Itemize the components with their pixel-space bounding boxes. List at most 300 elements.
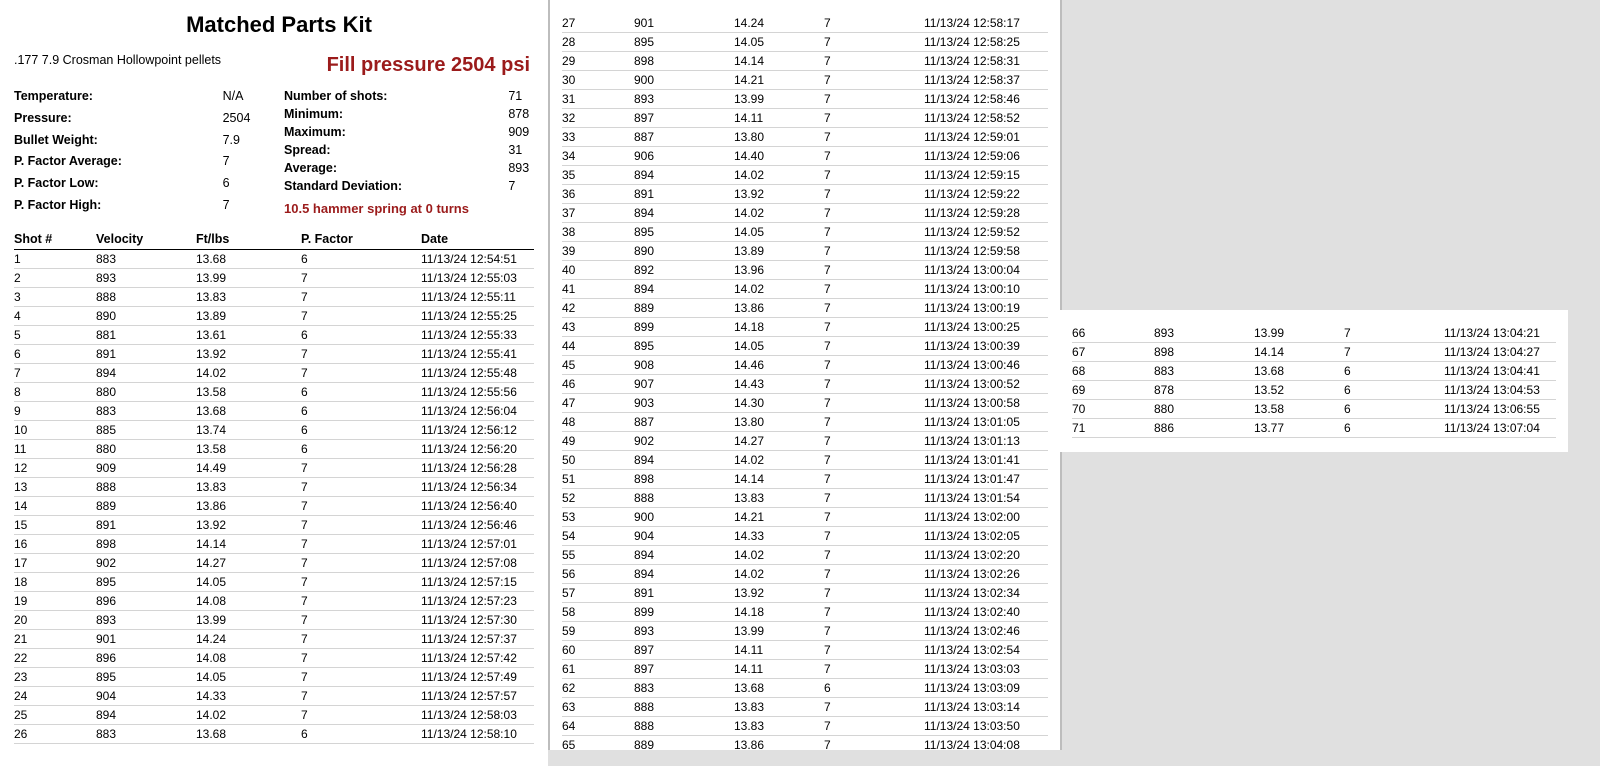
cell-velocity: 895 xyxy=(634,33,734,52)
cell-date: 11/13/24 13:02:46 xyxy=(924,622,1048,641)
cell-ftlbs: 13.68 xyxy=(1254,362,1344,381)
stat-value: 2504 xyxy=(222,110,251,125)
cell-ftlbs: 13.99 xyxy=(1254,324,1344,343)
cell-date: 11/13/24 12:56:28 xyxy=(421,459,534,478)
cell-velocity: 887 xyxy=(634,128,734,147)
stat-label: Temperature: xyxy=(14,89,93,103)
stat-row xyxy=(284,177,534,195)
cell-shot: 30 xyxy=(562,71,634,90)
table-row xyxy=(14,459,534,478)
cell-pfactor: 7 xyxy=(824,470,924,489)
cell-shot: 38 xyxy=(562,223,634,242)
cell-ftlbs: 14.11 xyxy=(734,660,824,679)
cell-velocity: 888 xyxy=(96,478,196,497)
cell-pfactor: 7 xyxy=(824,508,924,527)
cell-shot: 63 xyxy=(562,698,634,717)
cell-ftlbs: 14.11 xyxy=(734,641,824,660)
table-row xyxy=(14,497,534,516)
cell-date: 11/13/24 13:04:27 xyxy=(1444,343,1556,362)
cell-pfactor: 7 xyxy=(824,489,924,508)
cell-pfactor: 7 xyxy=(301,516,421,535)
cell-ftlbs: 13.52 xyxy=(1254,381,1344,400)
cell-date: 11/13/24 13:00:46 xyxy=(924,356,1048,375)
cell-velocity: 895 xyxy=(96,573,196,592)
cell-date: 11/13/24 12:59:06 xyxy=(924,147,1048,166)
stat-row xyxy=(14,109,284,131)
cell-velocity: 880 xyxy=(96,440,196,459)
cell-shot: 11 xyxy=(14,440,96,459)
cell-ftlbs: 14.05 xyxy=(196,668,301,687)
stat-label: Average: xyxy=(284,161,338,175)
cell-velocity: 901 xyxy=(634,14,734,33)
table-row xyxy=(14,307,534,326)
cell-shot: 31 xyxy=(562,90,634,109)
cell-velocity: 888 xyxy=(634,698,734,717)
cell-ftlbs: 14.21 xyxy=(734,508,824,527)
cell-ftlbs: 13.99 xyxy=(734,622,824,641)
cell-ftlbs: 13.89 xyxy=(196,307,301,326)
cell-date: 11/13/24 12:58:17 xyxy=(924,14,1048,33)
cell-pfactor: 7 xyxy=(824,52,924,71)
cell-ftlbs: 14.11 xyxy=(734,109,824,128)
shots-table-part-2 xyxy=(562,14,1048,750)
cell-ftlbs: 13.58 xyxy=(196,383,301,402)
cell-ftlbs: 14.05 xyxy=(196,573,301,592)
cell-date: 11/13/24 13:04:08 xyxy=(924,736,1048,751)
cell-ftlbs: 13.83 xyxy=(196,478,301,497)
table-row xyxy=(562,641,1048,660)
cell-velocity: 893 xyxy=(1154,324,1254,343)
cell-pfactor: 7 xyxy=(824,717,924,736)
cell-shot: 45 xyxy=(562,356,634,375)
table-row xyxy=(562,109,1048,128)
cell-pfactor: 7 xyxy=(824,242,924,261)
cell-velocity: 900 xyxy=(634,508,734,527)
cell-ftlbs: 13.92 xyxy=(734,584,824,603)
cell-pfactor: 7 xyxy=(824,147,924,166)
cell-pfactor: 7 xyxy=(824,14,924,33)
cell-pfactor: 7 xyxy=(824,280,924,299)
hammer-spring-note-row xyxy=(284,195,534,218)
cell-ftlbs: 14.18 xyxy=(734,603,824,622)
cell-ftlbs: 14.02 xyxy=(734,451,824,470)
cell-ftlbs: 14.08 xyxy=(196,592,301,611)
cell-date: 11/13/24 12:56:46 xyxy=(421,516,534,535)
table-row xyxy=(562,527,1048,546)
table-row xyxy=(14,687,534,706)
cell-velocity: 897 xyxy=(634,641,734,660)
cell-pfactor: 7 xyxy=(824,204,924,223)
cell-ftlbs: 13.68 xyxy=(734,679,824,698)
cell-pfactor: 7 xyxy=(301,459,421,478)
cell-shot: 50 xyxy=(562,451,634,470)
cell-shot: 19 xyxy=(14,592,96,611)
table-row xyxy=(562,451,1048,470)
cell-pfactor: 7 xyxy=(824,71,924,90)
cell-shot: 33 xyxy=(562,128,634,147)
stat-value: 909 xyxy=(508,125,530,139)
cell-ftlbs: 13.80 xyxy=(734,413,824,432)
stat-label: Number of shots: xyxy=(284,89,388,103)
cell-date: 11/13/24 13:00:19 xyxy=(924,299,1048,318)
cell-shot: 46 xyxy=(562,375,634,394)
column-header-date: Date xyxy=(421,230,534,250)
stat-value: 7 xyxy=(222,154,230,169)
cell-date: 11/13/24 12:55:11 xyxy=(421,288,534,307)
cell-shot: 43 xyxy=(562,318,634,337)
cell-shot: 40 xyxy=(562,261,634,280)
cell-shot: 60 xyxy=(562,641,634,660)
stat-label: P. Factor Low: xyxy=(14,176,99,191)
cell-shot: 3 xyxy=(14,288,96,307)
cell-date: 11/13/24 12:58:10 xyxy=(421,725,534,744)
summary-stats-left xyxy=(14,87,284,218)
cell-date: 11/13/24 12:55:41 xyxy=(421,345,534,364)
cell-pfactor: 7 xyxy=(301,687,421,706)
cell-ftlbs: 14.05 xyxy=(734,337,824,356)
table-row xyxy=(562,318,1048,337)
cell-ftlbs: 14.49 xyxy=(196,459,301,478)
summary-stats xyxy=(0,87,548,218)
cell-date: 11/13/24 13:00:52 xyxy=(924,375,1048,394)
cell-date: 11/13/24 12:57:42 xyxy=(421,649,534,668)
cell-date: 11/13/24 13:01:05 xyxy=(924,413,1048,432)
cell-pfactor: 6 xyxy=(301,421,421,440)
fill-pressure-heading: Fill pressure 2504 psi xyxy=(326,54,530,76)
table-row xyxy=(14,592,534,611)
cell-velocity: 893 xyxy=(96,611,196,630)
table-row xyxy=(14,725,534,744)
cell-ftlbs: 13.58 xyxy=(196,440,301,459)
cell-pfactor: 7 xyxy=(824,261,924,280)
cell-date: 11/13/24 12:55:48 xyxy=(421,364,534,383)
cell-shot: 2 xyxy=(14,269,96,288)
table-row xyxy=(562,128,1048,147)
cell-shot: 61 xyxy=(562,660,634,679)
cell-shot: 66 xyxy=(1072,324,1154,343)
report-page-2 xyxy=(548,0,1062,750)
table-row xyxy=(562,603,1048,622)
cell-velocity: 904 xyxy=(96,687,196,706)
cell-velocity: 891 xyxy=(634,185,734,204)
cell-ftlbs: 13.61 xyxy=(196,326,301,345)
table-row xyxy=(562,261,1048,280)
cell-ftlbs: 13.77 xyxy=(1254,419,1344,438)
cell-pfactor: 6 xyxy=(301,326,421,345)
cell-ftlbs: 14.14 xyxy=(734,470,824,489)
cell-pfactor: 7 xyxy=(301,535,421,554)
cell-shot: 34 xyxy=(562,147,634,166)
cell-ftlbs: 14.33 xyxy=(734,527,824,546)
cell-ftlbs: 13.92 xyxy=(196,516,301,535)
cell-velocity: 894 xyxy=(634,204,734,223)
shots-table-part-1 xyxy=(14,230,534,744)
cell-velocity: 881 xyxy=(96,326,196,345)
cell-shot: 42 xyxy=(562,299,634,318)
table-row xyxy=(562,584,1048,603)
cell-date: 11/13/24 12:56:20 xyxy=(421,440,534,459)
table-row xyxy=(562,71,1048,90)
cell-pfactor: 7 xyxy=(301,592,421,611)
cell-shot: 58 xyxy=(562,603,634,622)
cell-velocity: 889 xyxy=(96,497,196,516)
cell-ftlbs: 14.21 xyxy=(734,71,824,90)
cell-pfactor: 6 xyxy=(1344,419,1444,438)
stat-value: 31 xyxy=(508,143,523,157)
cell-velocity: 902 xyxy=(634,432,734,451)
cell-date: 11/13/24 12:57:49 xyxy=(421,668,534,687)
stat-label: Standard Deviation: xyxy=(284,179,403,193)
cell-velocity: 898 xyxy=(634,470,734,489)
stat-value: 71 xyxy=(508,89,523,103)
cell-shot: 6 xyxy=(14,345,96,364)
cell-velocity: 892 xyxy=(634,261,734,280)
cell-date: 11/13/24 12:54:51 xyxy=(421,250,534,269)
cell-pfactor: 7 xyxy=(824,375,924,394)
stat-value: 7 xyxy=(508,179,516,193)
table-row xyxy=(14,706,534,725)
cell-date: 11/13/24 12:56:40 xyxy=(421,497,534,516)
column-header-velocity: Velocity xyxy=(96,230,196,250)
table-row xyxy=(562,204,1048,223)
cell-pfactor: 6 xyxy=(301,402,421,421)
table-row xyxy=(14,440,534,459)
cell-shot: 5 xyxy=(14,326,96,345)
cell-ftlbs: 13.80 xyxy=(734,128,824,147)
column-header-shot: Shot # xyxy=(14,230,96,250)
cell-velocity: 898 xyxy=(634,52,734,71)
cell-date: 11/13/24 13:04:53 xyxy=(1444,381,1556,400)
cell-date: 11/13/24 13:02:05 xyxy=(924,527,1048,546)
table-row xyxy=(14,573,534,592)
cell-date: 11/13/24 12:57:08 xyxy=(421,554,534,573)
cell-date: 11/13/24 12:55:25 xyxy=(421,307,534,326)
pellet-description: .177 7.9 Crosman Hollowpoint pellets xyxy=(14,53,222,67)
cell-pfactor: 7 xyxy=(824,527,924,546)
cell-velocity: 878 xyxy=(1154,381,1254,400)
table-row xyxy=(14,421,534,440)
column-header-pfactor: P. Factor xyxy=(301,230,421,250)
cell-shot: 37 xyxy=(562,204,634,223)
cell-shot: 62 xyxy=(562,679,634,698)
cell-date: 11/13/24 13:00:25 xyxy=(924,318,1048,337)
cell-velocity: 888 xyxy=(96,288,196,307)
shots-tbody-1 xyxy=(14,250,534,744)
table-row xyxy=(562,698,1048,717)
cell-shot: 22 xyxy=(14,649,96,668)
cell-shot: 55 xyxy=(562,546,634,565)
cell-ftlbs: 14.02 xyxy=(734,565,824,584)
cell-date: 11/13/24 13:02:54 xyxy=(924,641,1048,660)
cell-date: 11/13/24 12:56:12 xyxy=(421,421,534,440)
table-row xyxy=(562,242,1048,261)
cell-date: 11/13/24 12:59:52 xyxy=(924,223,1048,242)
column-header-ftlbs: Ft/lbs xyxy=(196,230,301,250)
cell-shot: 56 xyxy=(562,565,634,584)
cell-shot: 7 xyxy=(14,364,96,383)
cell-shot: 70 xyxy=(1072,400,1154,419)
cell-date: 11/13/24 12:58:52 xyxy=(924,109,1048,128)
cell-date: 11/13/24 12:58:03 xyxy=(421,706,534,725)
table-row xyxy=(14,345,534,364)
cell-date: 11/13/24 12:57:37 xyxy=(421,630,534,649)
cell-shot: 9 xyxy=(14,402,96,421)
cell-pfactor: 7 xyxy=(301,649,421,668)
cell-pfactor: 7 xyxy=(824,356,924,375)
stat-label: P. Factor Average: xyxy=(14,154,122,169)
cell-shot: 16 xyxy=(14,535,96,554)
cell-pfactor: 7 xyxy=(824,128,924,147)
table-row xyxy=(562,90,1048,109)
cell-ftlbs: 14.14 xyxy=(734,52,824,71)
cell-velocity: 888 xyxy=(634,717,734,736)
cell-ftlbs: 14.05 xyxy=(734,223,824,242)
cell-date: 11/13/24 13:02:20 xyxy=(924,546,1048,565)
cell-velocity: 883 xyxy=(634,679,734,698)
table-row xyxy=(14,668,534,687)
table-row xyxy=(562,660,1048,679)
table-row xyxy=(562,337,1048,356)
cell-date: 11/13/24 12:57:15 xyxy=(421,573,534,592)
cell-date: 11/13/24 13:06:55 xyxy=(1444,400,1556,419)
cell-shot: 53 xyxy=(562,508,634,527)
cell-date: 11/13/24 12:55:03 xyxy=(421,269,534,288)
cell-ftlbs: 13.68 xyxy=(196,725,301,744)
cell-pfactor: 7 xyxy=(824,698,924,717)
cell-ftlbs: 14.27 xyxy=(196,554,301,573)
cell-ftlbs: 14.27 xyxy=(734,432,824,451)
cell-date: 11/13/24 12:57:01 xyxy=(421,535,534,554)
cell-ftlbs: 13.92 xyxy=(196,345,301,364)
cell-ftlbs: 14.14 xyxy=(1254,343,1344,362)
cell-velocity: 891 xyxy=(96,345,196,364)
cell-ftlbs: 13.83 xyxy=(734,698,824,717)
table-row xyxy=(562,565,1048,584)
table-row xyxy=(562,622,1048,641)
cell-ftlbs: 14.02 xyxy=(734,280,824,299)
cell-date: 11/13/24 12:59:22 xyxy=(924,185,1048,204)
cell-date: 11/13/24 13:01:13 xyxy=(924,432,1048,451)
cell-shot: 21 xyxy=(14,630,96,649)
stat-label: P. Factor High: xyxy=(14,198,102,213)
cell-velocity: 889 xyxy=(634,299,734,318)
cell-pfactor: 6 xyxy=(301,383,421,402)
table-row xyxy=(562,33,1048,52)
table-row xyxy=(14,383,534,402)
cell-pfactor: 7 xyxy=(824,185,924,204)
table-row xyxy=(562,717,1048,736)
cell-velocity: 899 xyxy=(634,318,734,337)
cell-shot: 18 xyxy=(14,573,96,592)
cell-ftlbs: 13.92 xyxy=(734,185,824,204)
cell-ftlbs: 13.96 xyxy=(734,261,824,280)
cell-velocity: 894 xyxy=(634,451,734,470)
cell-pfactor: 7 xyxy=(824,546,924,565)
cell-shot: 35 xyxy=(562,166,634,185)
cell-shot: 71 xyxy=(1072,419,1154,438)
cell-pfactor: 7 xyxy=(824,451,924,470)
cell-pfactor: 6 xyxy=(1344,381,1444,400)
cell-velocity: 907 xyxy=(634,375,734,394)
table-row xyxy=(562,394,1048,413)
cell-velocity: 891 xyxy=(96,516,196,535)
cell-shot: 14 xyxy=(14,497,96,516)
cell-date: 11/13/24 12:59:28 xyxy=(924,204,1048,223)
table-row xyxy=(1072,419,1556,438)
cell-pfactor: 7 xyxy=(301,630,421,649)
cell-ftlbs: 13.83 xyxy=(734,717,824,736)
cell-ftlbs: 13.99 xyxy=(196,611,301,630)
cell-shot: 67 xyxy=(1072,343,1154,362)
cell-date: 11/13/24 13:01:54 xyxy=(924,489,1048,508)
cell-velocity: 893 xyxy=(634,90,734,109)
cell-date: 11/13/24 12:58:31 xyxy=(924,52,1048,71)
table-row xyxy=(14,630,534,649)
cell-ftlbs: 13.58 xyxy=(1254,400,1344,419)
cell-date: 11/13/24 12:56:04 xyxy=(421,402,534,421)
cell-date: 11/13/24 13:00:04 xyxy=(924,261,1048,280)
table-row xyxy=(14,326,534,345)
cell-shot: 47 xyxy=(562,394,634,413)
cell-shot: 48 xyxy=(562,413,634,432)
cell-pfactor: 7 xyxy=(824,565,924,584)
cell-velocity: 894 xyxy=(634,280,734,299)
table-row xyxy=(562,375,1048,394)
cell-pfactor: 7 xyxy=(301,269,421,288)
cell-ftlbs: 14.02 xyxy=(734,204,824,223)
cell-shot: 32 xyxy=(562,109,634,128)
table-row xyxy=(14,364,534,383)
table-row xyxy=(14,478,534,497)
cell-pfactor: 7 xyxy=(301,307,421,326)
cell-ftlbs: 13.86 xyxy=(196,497,301,516)
cell-shot: 39 xyxy=(562,242,634,261)
cell-date: 11/13/24 13:02:40 xyxy=(924,603,1048,622)
cell-velocity: 895 xyxy=(634,337,734,356)
cell-date: 11/13/24 13:03:03 xyxy=(924,660,1048,679)
cell-shot: 52 xyxy=(562,489,634,508)
page-title: Matched Parts Kit xyxy=(186,12,372,37)
cell-pfactor: 7 xyxy=(824,584,924,603)
cell-velocity: 888 xyxy=(634,489,734,508)
cell-shot: 1 xyxy=(14,250,96,269)
cell-date: 11/13/24 13:01:41 xyxy=(924,451,1048,470)
stat-value: 7 xyxy=(222,198,230,213)
cell-velocity: 894 xyxy=(96,706,196,725)
cell-shot: 27 xyxy=(562,14,634,33)
cell-pfactor: 7 xyxy=(301,668,421,687)
cell-pfactor: 7 xyxy=(824,109,924,128)
stat-value: 893 xyxy=(508,161,530,175)
cell-date: 11/13/24 12:58:37 xyxy=(924,71,1048,90)
cell-date: 11/13/24 12:59:01 xyxy=(924,128,1048,147)
stat-value: 878 xyxy=(508,107,530,121)
cell-shot: 44 xyxy=(562,337,634,356)
cell-ftlbs: 14.02 xyxy=(734,166,824,185)
cell-shot: 29 xyxy=(562,52,634,71)
stat-value: 6 xyxy=(222,176,230,191)
cell-velocity: 883 xyxy=(96,402,196,421)
cell-ftlbs: 14.02 xyxy=(734,546,824,565)
cell-ftlbs: 13.68 xyxy=(196,402,301,421)
cell-ftlbs: 13.68 xyxy=(196,250,301,269)
stat-row xyxy=(284,159,534,177)
cell-date: 11/13/24 12:59:15 xyxy=(924,166,1048,185)
table-row xyxy=(14,611,534,630)
cell-velocity: 893 xyxy=(96,269,196,288)
cell-shot: 26 xyxy=(14,725,96,744)
cell-velocity: 902 xyxy=(96,554,196,573)
